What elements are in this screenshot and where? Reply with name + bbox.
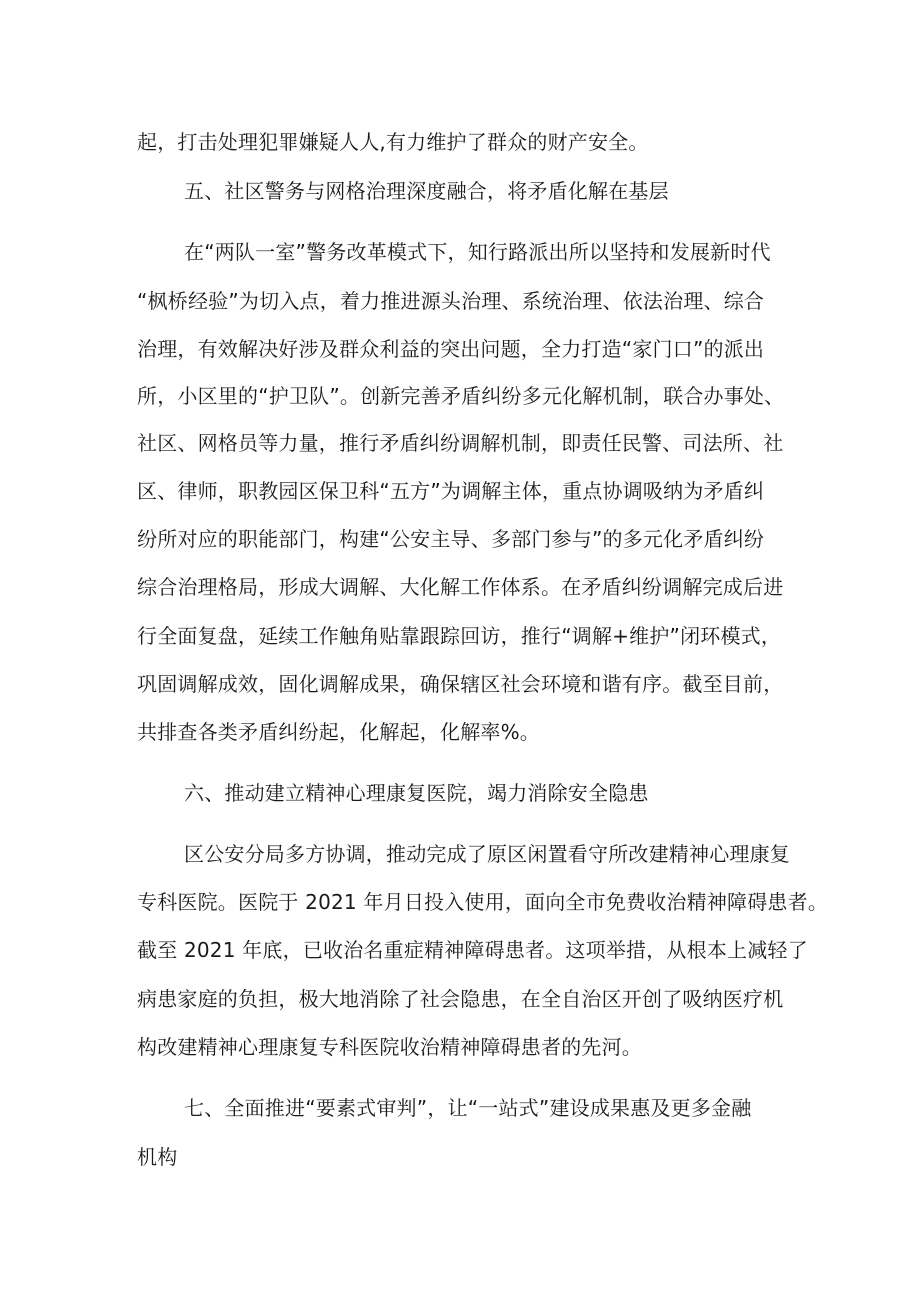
section-heading-6: 六、推动建立精神心理康复医院，竭力消除安全隐患	[184, 781, 649, 805]
body-text-line: “枫桥经验”为切入点，着力推进源头治理、系统治理、依法治理、综合	[137, 289, 765, 313]
body-text-line: 巩固调解成效，固化调解成果，确保辖区社会环境和谐有序。截至目前，	[137, 672, 784, 696]
body-text-line: 起，打击处理犯罪嫌疑人人,有力维护了群众的财产安全。	[137, 130, 649, 154]
body-text-line: 病患家庭的负担，极大地消除了社会隐患，在全自治区开创了吸纳医疗机	[137, 987, 784, 1011]
section-heading-7: 七、全面推进“要素式审判”，让“一站式”建设成果惠及更多金融	[184, 1096, 752, 1120]
body-text-line: 区公安分局多方协调，推动完成了原区闲置看守所改建精神心理康复	[184, 842, 790, 866]
body-text-line: 治理，有效解决好涉及群众利益的突出问题，全力打造“家门口”的派出	[137, 337, 765, 361]
body-text-line: 截至 2021 年底，已收治名重症精神障碍患者。这项举措，从根本上减轻了	[137, 938, 808, 962]
body-text-line: 在“两队一室”警务改革模式下，知行路派出所以坚持和发展新时代	[184, 240, 771, 264]
body-text-line: 构改建精神心理康复专科医院收治精神障碍患者的先河。	[137, 1035, 642, 1059]
body-text-line: 专科医院。医院于 2021 年月日投入使用，面向全市免费收治精神障碍患者。	[137, 890, 829, 914]
body-text-line: 共排查各类矛盾纠纷起，化解起，化解率%。	[137, 720, 541, 744]
body-text-line: 综合治理格局，形成大调解、大化解工作体系。在矛盾纠纷调解完成后进	[137, 575, 784, 599]
body-text-line: 所，小区里的“护卫队”。创新完善矛盾纠纷多元化解机制，联合办事处、	[137, 384, 785, 408]
section-heading-7-continued: 机构	[137, 1145, 178, 1169]
body-text-line: 行全面复盘，延续工作触角贴靠跟踪回访，推行“调解+维护”闭环模式，	[137, 624, 782, 648]
body-text-line: 社区、网格员等力量，推行矛盾纠纷调解机制，即责任民警、司法所、社	[137, 431, 784, 455]
body-text-line: 纷所对应的职能部门，构建“公安主导、多部门参与”的多元化矛盾纠纷	[137, 527, 765, 551]
body-text-line: 区、律师，职教园区保卫科“五方”为调解主体，重点协调吸纳为矛盾纠	[137, 479, 765, 503]
section-heading-5: 五、社区警务与网格治理深度融合，将矛盾化解在基层	[184, 179, 669, 203]
